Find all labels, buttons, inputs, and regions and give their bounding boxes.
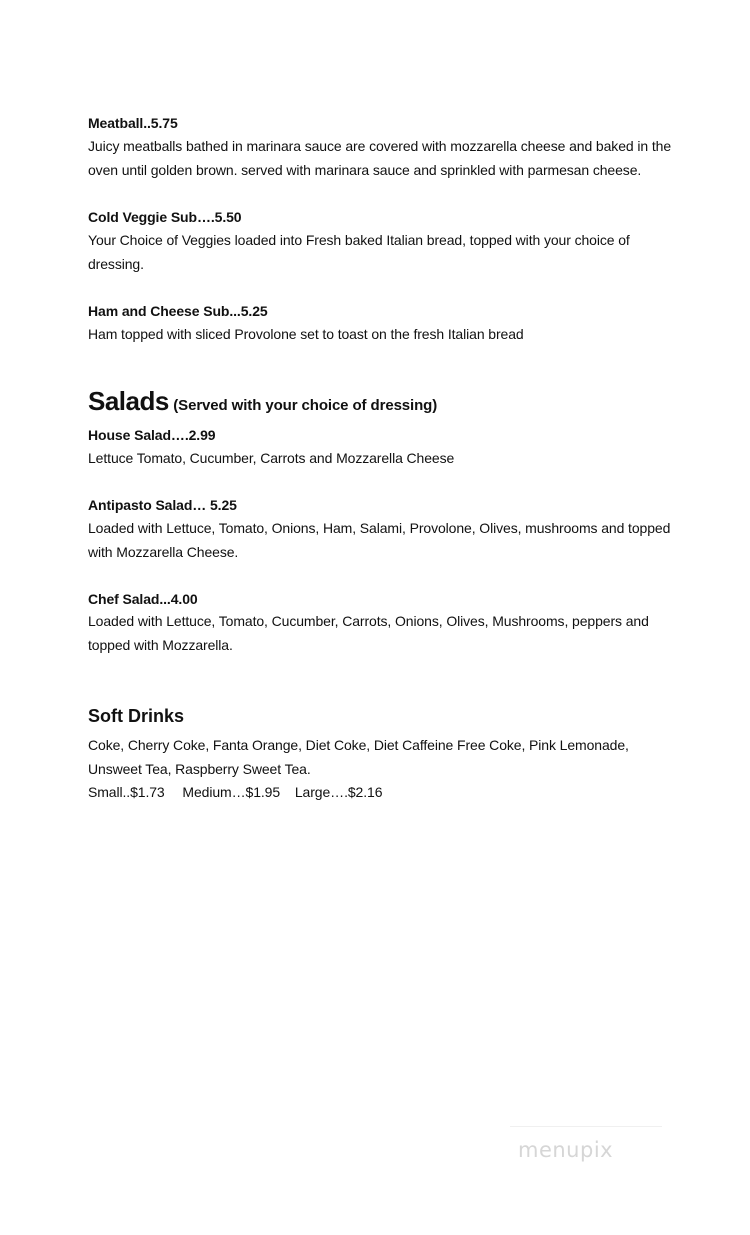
item-description: Your Choice of Veggies loaded into Fresh baked Italian bread, topped with your choice of dressing. [88, 232, 630, 272]
item-description: Lettuce Tomato, Cucumber, Carrots and Mozzarella Cheese [88, 450, 455, 466]
item-description: Loaded with Lettuce, Tomato, Onions, Ham, Salami, Provolone, Olives, mushrooms and topped with Mozzarella Cheese. [88, 520, 671, 560]
item-title: Cold Veggie Sub….5.50 [88, 209, 242, 225]
section-subtitle: (Served with your choice of dressing) [173, 397, 438, 414]
price-large: Large….$2.16 [294, 784, 383, 800]
watermark-logo: menupix [518, 1138, 614, 1162]
soft-drinks-list-line-2: Unsweet Tea, Raspberry Sweet Tea. [88, 761, 311, 777]
section-title: Salads [88, 386, 169, 416]
item-title: Meatball..5.75 [88, 115, 178, 131]
soft-drinks-list-line-1: Coke, Cherry Coke, Fanta Orange, Diet Coke, Diet Caffeine Free Coke, Pink Lemonade, [88, 737, 629, 753]
item-description: Loaded with Lettuce, Tomato, Cucumber, Carrots, Onions, Olives, Mushrooms, peppers and topped with Mozzarella. [88, 613, 649, 653]
item-description: Juicy meatballs bathed in marinara sauce are covered with mozzarella cheese and baked in the oven until golden brown. served with marinara sauce and sprinkled with parmesan cheese. [88, 138, 672, 178]
price-small: Small..$1.73 [88, 784, 165, 800]
watermark-rule [510, 1126, 662, 1127]
item-title: Chef Salad...4.00 [88, 591, 198, 607]
salads-section-heading [88, 386, 437, 417]
item-description: Ham topped with sliced Provolone set to toast on the fresh Italian bread [88, 326, 524, 342]
price-medium: Medium…$1.95 [182, 784, 281, 800]
soft-drinks-prices [88, 784, 382, 800]
item-title: Antipasto Salad… 5.25 [88, 497, 237, 513]
item-title: House Salad….2.99 [88, 427, 216, 443]
item-title: Ham and Cheese Sub...5.25 [88, 303, 268, 319]
soft-drinks-heading: Soft Drinks [88, 706, 185, 726]
